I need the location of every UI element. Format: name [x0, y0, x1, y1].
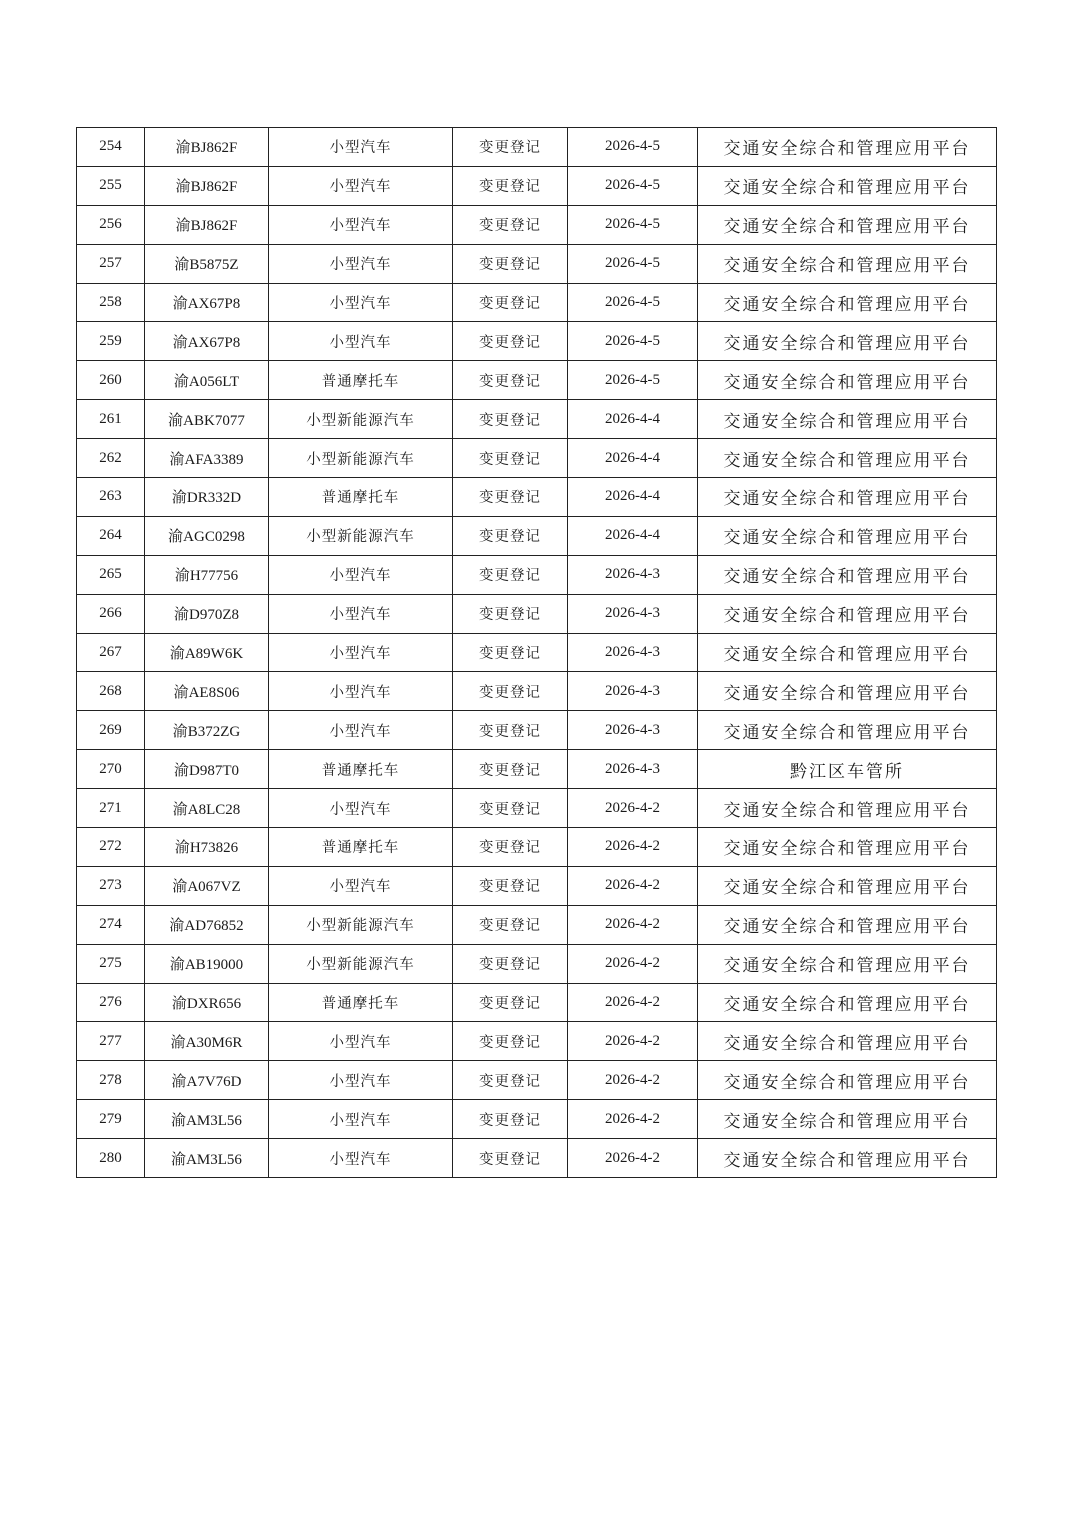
date-cell: 2026-4-3 [568, 672, 698, 711]
vehicle-type-cell: 小型新能源汽车 [269, 516, 453, 555]
vehicle-type-cell: 小型汽车 [269, 672, 453, 711]
office-cell: 黔江区车管所 [698, 750, 997, 789]
vehicle-type-cell: 小型汽车 [269, 633, 453, 672]
table-row [77, 905, 997, 944]
table-row [77, 400, 997, 439]
plate-number-cell: 渝AM3L56 [145, 1100, 269, 1139]
date-cell: 2026-4-2 [568, 1139, 698, 1178]
date-cell: 2026-4-3 [568, 594, 698, 633]
plate-number-cell: 渝DR332D [145, 478, 269, 517]
table-row [77, 1061, 997, 1100]
vehicle-type-cell: 小型汽车 [269, 555, 453, 594]
table-row [77, 594, 997, 633]
vehicle-type-cell: 小型汽车 [269, 866, 453, 905]
office-cell: 交通安全综合和管理应用平台 [698, 866, 997, 905]
plate-number-cell: 渝AX67P8 [145, 322, 269, 361]
table-row [77, 166, 997, 205]
vehicle-type-cell: 小型汽车 [269, 789, 453, 828]
row-number-cell: 273 [77, 866, 145, 905]
office-cell: 交通安全综合和管理应用平台 [698, 672, 997, 711]
table-row [77, 361, 997, 400]
business-type-cell: 变更登记 [453, 828, 568, 867]
business-type-cell: 变更登记 [453, 594, 568, 633]
date-cell: 2026-4-2 [568, 905, 698, 944]
row-number-cell: 259 [77, 322, 145, 361]
row-number-cell: 255 [77, 166, 145, 205]
row-number-cell: 256 [77, 205, 145, 244]
row-number-cell: 268 [77, 672, 145, 711]
plate-number-cell: 渝B5875Z [145, 244, 269, 283]
office-cell: 交通安全综合和管理应用平台 [698, 322, 997, 361]
business-type-cell: 变更登记 [453, 866, 568, 905]
office-cell: 交通安全综合和管理应用平台 [698, 1100, 997, 1139]
vehicle-type-cell: 小型汽车 [269, 711, 453, 750]
office-cell: 交通安全综合和管理应用平台 [698, 516, 997, 555]
table-row [77, 983, 997, 1022]
row-number-cell: 274 [77, 905, 145, 944]
office-cell: 交通安全综合和管理应用平台 [698, 944, 997, 983]
table-row [77, 750, 997, 789]
date-cell: 2026-4-5 [568, 322, 698, 361]
office-cell: 交通安全综合和管理应用平台 [698, 594, 997, 633]
table-row [77, 633, 997, 672]
office-cell: 交通安全综合和管理应用平台 [698, 633, 997, 672]
plate-number-cell: 渝A89W6K [145, 633, 269, 672]
vehicle-type-cell: 小型汽车 [269, 322, 453, 361]
row-number-cell: 279 [77, 1100, 145, 1139]
row-number-cell: 275 [77, 944, 145, 983]
office-cell: 交通安全综合和管理应用平台 [698, 905, 997, 944]
office-cell: 交通安全综合和管理应用平台 [698, 244, 997, 283]
row-number-cell: 277 [77, 1022, 145, 1061]
plate-number-cell: 渝BJ862F [145, 166, 269, 205]
table-row [77, 1022, 997, 1061]
table-row [77, 1100, 997, 1139]
table-row [77, 672, 997, 711]
vehicle-type-cell: 小型汽车 [269, 244, 453, 283]
vehicle-type-cell: 普通摩托车 [269, 828, 453, 867]
office-cell: 交通安全综合和管理应用平台 [698, 711, 997, 750]
date-cell: 2026-4-5 [568, 244, 698, 283]
business-type-cell: 变更登记 [453, 944, 568, 983]
date-cell: 2026-4-5 [568, 361, 698, 400]
business-type-cell: 变更登记 [453, 672, 568, 711]
date-cell: 2026-4-5 [568, 128, 698, 167]
business-type-cell: 变更登记 [453, 750, 568, 789]
plate-number-cell: 渝H73826 [145, 828, 269, 867]
vehicle-type-cell: 普通摩托车 [269, 478, 453, 517]
plate-number-cell: 渝B372ZG [145, 711, 269, 750]
date-cell: 2026-4-3 [568, 555, 698, 594]
business-type-cell: 变更登记 [453, 244, 568, 283]
office-cell: 交通安全综合和管理应用平台 [698, 400, 997, 439]
plate-number-cell: 渝DXR656 [145, 983, 269, 1022]
vehicle-type-cell: 小型汽车 [269, 1061, 453, 1100]
row-number-cell: 267 [77, 633, 145, 672]
plate-number-cell: 渝D970Z8 [145, 594, 269, 633]
row-number-cell: 262 [77, 439, 145, 478]
office-cell: 交通安全综合和管理应用平台 [698, 555, 997, 594]
vehicle-type-cell: 小型汽车 [269, 1022, 453, 1061]
date-cell: 2026-4-2 [568, 944, 698, 983]
office-cell: 交通安全综合和管理应用平台 [698, 1061, 997, 1100]
office-cell: 交通安全综合和管理应用平台 [698, 166, 997, 205]
row-number-cell: 265 [77, 555, 145, 594]
vehicle-type-cell: 普通摩托车 [269, 983, 453, 1022]
registration-table [76, 127, 997, 1178]
office-cell: 交通安全综合和管理应用平台 [698, 828, 997, 867]
date-cell: 2026-4-3 [568, 711, 698, 750]
table-row [77, 1139, 997, 1178]
vehicle-type-cell: 普通摩托车 [269, 750, 453, 789]
date-cell: 2026-4-2 [568, 866, 698, 905]
table-row [77, 944, 997, 983]
row-number-cell: 280 [77, 1139, 145, 1178]
date-cell: 2026-4-2 [568, 789, 698, 828]
date-cell: 2026-4-4 [568, 478, 698, 517]
date-cell: 2026-4-4 [568, 400, 698, 439]
business-type-cell: 变更登记 [453, 633, 568, 672]
row-number-cell: 266 [77, 594, 145, 633]
business-type-cell: 变更登记 [453, 789, 568, 828]
table-row [77, 283, 997, 322]
date-cell: 2026-4-2 [568, 1100, 698, 1139]
vehicle-type-cell: 小型汽车 [269, 205, 453, 244]
table-row [77, 128, 997, 167]
row-number-cell: 271 [77, 789, 145, 828]
plate-number-cell: 渝A7V76D [145, 1061, 269, 1100]
row-number-cell: 257 [77, 244, 145, 283]
business-type-cell: 变更登记 [453, 128, 568, 167]
office-cell: 交通安全综合和管理应用平台 [698, 205, 997, 244]
row-number-cell: 258 [77, 283, 145, 322]
vehicle-type-cell: 小型汽车 [269, 1139, 453, 1178]
date-cell: 2026-4-2 [568, 1022, 698, 1061]
plate-number-cell: 渝AX67P8 [145, 283, 269, 322]
vehicle-type-cell: 小型汽车 [269, 128, 453, 167]
row-number-cell: 260 [77, 361, 145, 400]
vehicle-type-cell: 小型新能源汽车 [269, 944, 453, 983]
business-type-cell: 变更登记 [453, 516, 568, 555]
row-number-cell: 263 [77, 478, 145, 517]
business-type-cell: 变更登记 [453, 478, 568, 517]
date-cell: 2026-4-5 [568, 283, 698, 322]
plate-number-cell: 渝AD76852 [145, 905, 269, 944]
table-row [77, 789, 997, 828]
plate-number-cell: 渝BJ862F [145, 128, 269, 167]
plate-number-cell: 渝ABK7077 [145, 400, 269, 439]
row-number-cell: 270 [77, 750, 145, 789]
business-type-cell: 变更登记 [453, 1139, 568, 1178]
date-cell: 2026-4-3 [568, 750, 698, 789]
row-number-cell: 276 [77, 983, 145, 1022]
plate-number-cell: 渝A8LC28 [145, 789, 269, 828]
business-type-cell: 变更登记 [453, 361, 568, 400]
business-type-cell: 变更登记 [453, 711, 568, 750]
date-cell: 2026-4-4 [568, 516, 698, 555]
date-cell: 2026-4-5 [568, 205, 698, 244]
plate-number-cell: 渝A30M6R [145, 1022, 269, 1061]
office-cell: 交通安全综合和管理应用平台 [698, 439, 997, 478]
vehicle-type-cell: 普通摩托车 [269, 361, 453, 400]
table-body [77, 128, 997, 1178]
date-cell: 2026-4-2 [568, 828, 698, 867]
date-cell: 2026-4-4 [568, 439, 698, 478]
vehicle-type-cell: 小型汽车 [269, 283, 453, 322]
plate-number-cell: 渝BJ862F [145, 205, 269, 244]
business-type-cell: 变更登记 [453, 205, 568, 244]
table-row [77, 322, 997, 361]
business-type-cell: 变更登记 [453, 555, 568, 594]
business-type-cell: 变更登记 [453, 400, 568, 439]
plate-number-cell: 渝D987T0 [145, 750, 269, 789]
row-number-cell: 254 [77, 128, 145, 167]
business-type-cell: 变更登记 [453, 322, 568, 361]
plate-number-cell: 渝AM3L56 [145, 1139, 269, 1178]
business-type-cell: 变更登记 [453, 439, 568, 478]
office-cell: 交通安全综合和管理应用平台 [698, 983, 997, 1022]
vehicle-type-cell: 小型新能源汽车 [269, 439, 453, 478]
plate-number-cell: 渝H77756 [145, 555, 269, 594]
vehicle-type-cell: 小型汽车 [269, 166, 453, 205]
plate-number-cell: 渝A067VZ [145, 866, 269, 905]
office-cell: 交通安全综合和管理应用平台 [698, 789, 997, 828]
business-type-cell: 变更登记 [453, 1061, 568, 1100]
plate-number-cell: 渝A056LT [145, 361, 269, 400]
plate-number-cell: 渝AB19000 [145, 944, 269, 983]
row-number-cell: 264 [77, 516, 145, 555]
office-cell: 交通安全综合和管理应用平台 [698, 128, 997, 167]
table-row [77, 516, 997, 555]
table-row [77, 866, 997, 905]
office-cell: 交通安全综合和管理应用平台 [698, 361, 997, 400]
business-type-cell: 变更登记 [453, 1100, 568, 1139]
vehicle-type-cell: 小型新能源汽车 [269, 400, 453, 439]
business-type-cell: 变更登记 [453, 1022, 568, 1061]
table-row [77, 244, 997, 283]
row-number-cell: 272 [77, 828, 145, 867]
table-row [77, 711, 997, 750]
plate-number-cell: 渝AE8S06 [145, 672, 269, 711]
office-cell: 交通安全综合和管理应用平台 [698, 283, 997, 322]
business-type-cell: 变更登记 [453, 166, 568, 205]
row-number-cell: 261 [77, 400, 145, 439]
business-type-cell: 变更登记 [453, 983, 568, 1022]
date-cell: 2026-4-2 [568, 983, 698, 1022]
date-cell: 2026-4-5 [568, 166, 698, 205]
vehicle-type-cell: 小型汽车 [269, 594, 453, 633]
table-row [77, 205, 997, 244]
office-cell: 交通安全综合和管理应用平台 [698, 1022, 997, 1061]
table-row [77, 439, 997, 478]
table-row [77, 828, 997, 867]
date-cell: 2026-4-2 [568, 1061, 698, 1100]
vehicle-type-cell: 小型汽车 [269, 1100, 453, 1139]
row-number-cell: 278 [77, 1061, 145, 1100]
date-cell: 2026-4-3 [568, 633, 698, 672]
row-number-cell: 269 [77, 711, 145, 750]
business-type-cell: 变更登记 [453, 283, 568, 322]
business-type-cell: 变更登记 [453, 905, 568, 944]
table-row [77, 478, 997, 517]
table-row [77, 555, 997, 594]
plate-number-cell: 渝AGC0298 [145, 516, 269, 555]
plate-number-cell: 渝AFA3389 [145, 439, 269, 478]
office-cell: 交通安全综合和管理应用平台 [698, 478, 997, 517]
vehicle-type-cell: 小型新能源汽车 [269, 905, 453, 944]
office-cell: 交通安全综合和管理应用平台 [698, 1139, 997, 1178]
